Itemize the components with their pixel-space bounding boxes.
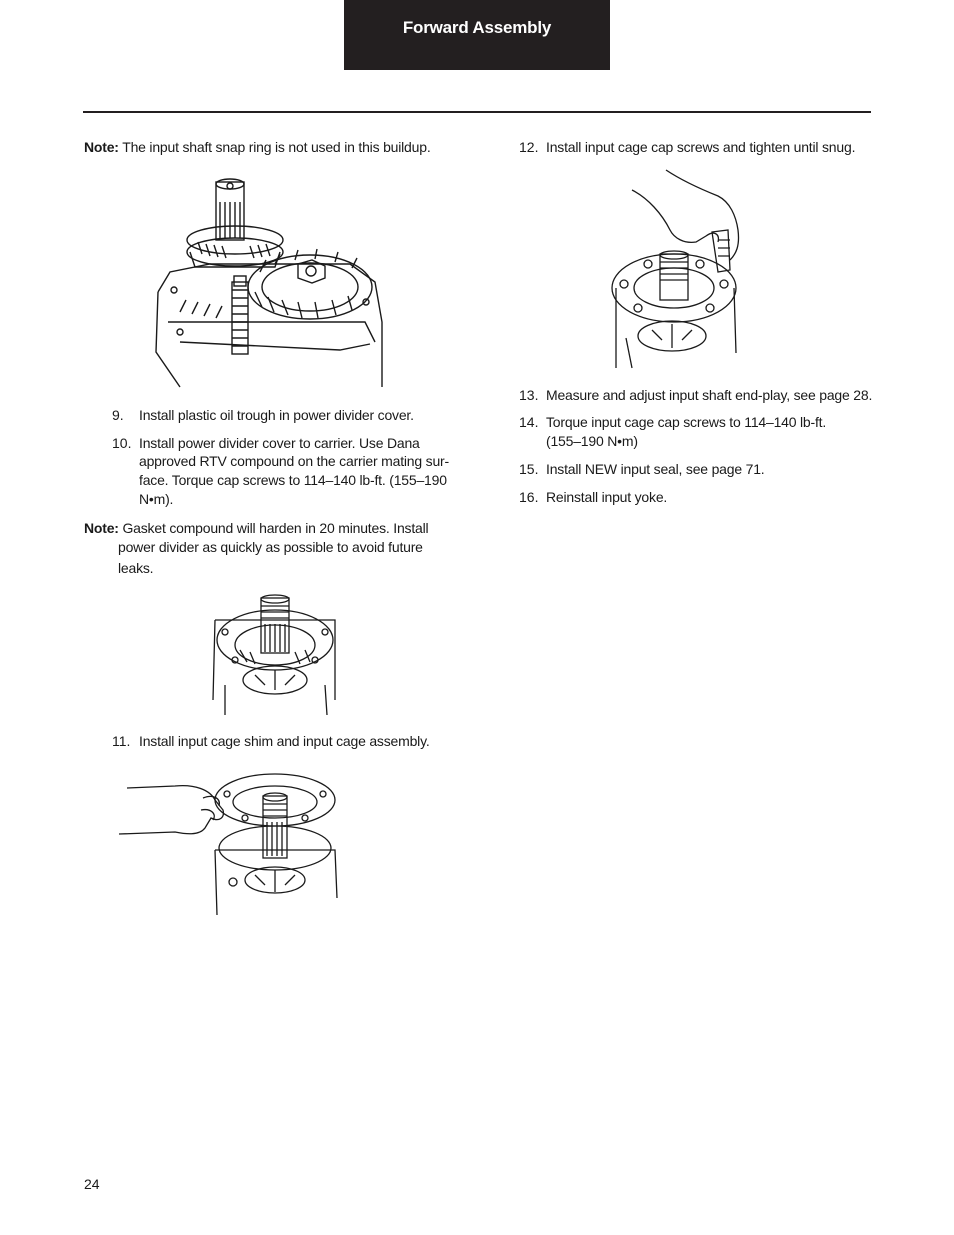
step-11-text: Install input cage shim and input cage assembly. xyxy=(139,733,430,749)
note-input-shaft xyxy=(84,138,431,157)
header-divider xyxy=(83,111,871,113)
step-10-line-1: Install power divider cover to carrier. Use Dana xyxy=(139,435,420,451)
step-10-line-4: N•m). xyxy=(139,491,174,507)
step-15-number: 15. xyxy=(519,461,539,477)
note-label: Note: xyxy=(84,139,119,155)
step-9-number: 9. xyxy=(112,407,124,423)
step-10-number: 10. xyxy=(112,435,132,451)
step-14-line-1: Torque input cage cap screws to 114–140 lb-ft. xyxy=(546,414,827,430)
note-text: The input shaft snap ring is not used in this buildup. xyxy=(122,139,431,155)
section-header-tab xyxy=(344,0,610,70)
note-gasket-line-1 xyxy=(84,519,428,538)
step-14-line-2: (155–190 N•m) xyxy=(546,433,638,449)
note-gasket-line-3: leaks. xyxy=(118,560,154,576)
step-9-text: Install plastic oil trough in power divider cover. xyxy=(139,407,414,423)
figure-power-divider-gears xyxy=(150,172,395,392)
figure-input-cage-shim xyxy=(115,770,345,918)
step-12-text: Install input cage cap screws and tighten until snug. xyxy=(546,139,856,155)
step-10-line-2: approved RTV compound on the carrier mating sur- xyxy=(139,453,449,469)
note-gasket-line-2: power divider as quickly as possible to avoid future xyxy=(118,539,423,555)
step-13-text: Measure and adjust input shaft end-play, see page 28. xyxy=(546,387,873,403)
step-14-number: 14. xyxy=(519,414,539,430)
step-10-line-3: face. Torque cap screws to 114–140 lb-ft. (155–190 xyxy=(139,472,447,488)
section-title: Forward Assembly xyxy=(402,18,552,37)
note-label: Note: xyxy=(84,520,119,536)
step-11-number: 11. xyxy=(112,733,131,749)
step-16-number: 16. xyxy=(519,489,539,505)
step-13-number: 13. xyxy=(519,387,539,403)
step-16-text: Reinstall input yoke. xyxy=(546,489,668,505)
page-number: 24 xyxy=(84,1176,100,1192)
step-15-text: Install NEW input seal, see page 71. xyxy=(546,461,765,477)
note-gasket-text-1: Gasket compound will harden in 20 minutes. Install xyxy=(122,520,429,536)
figure-carrier-top-view xyxy=(205,590,345,718)
step-12-number: 12. xyxy=(519,139,539,155)
figure-cap-screws xyxy=(608,168,743,373)
